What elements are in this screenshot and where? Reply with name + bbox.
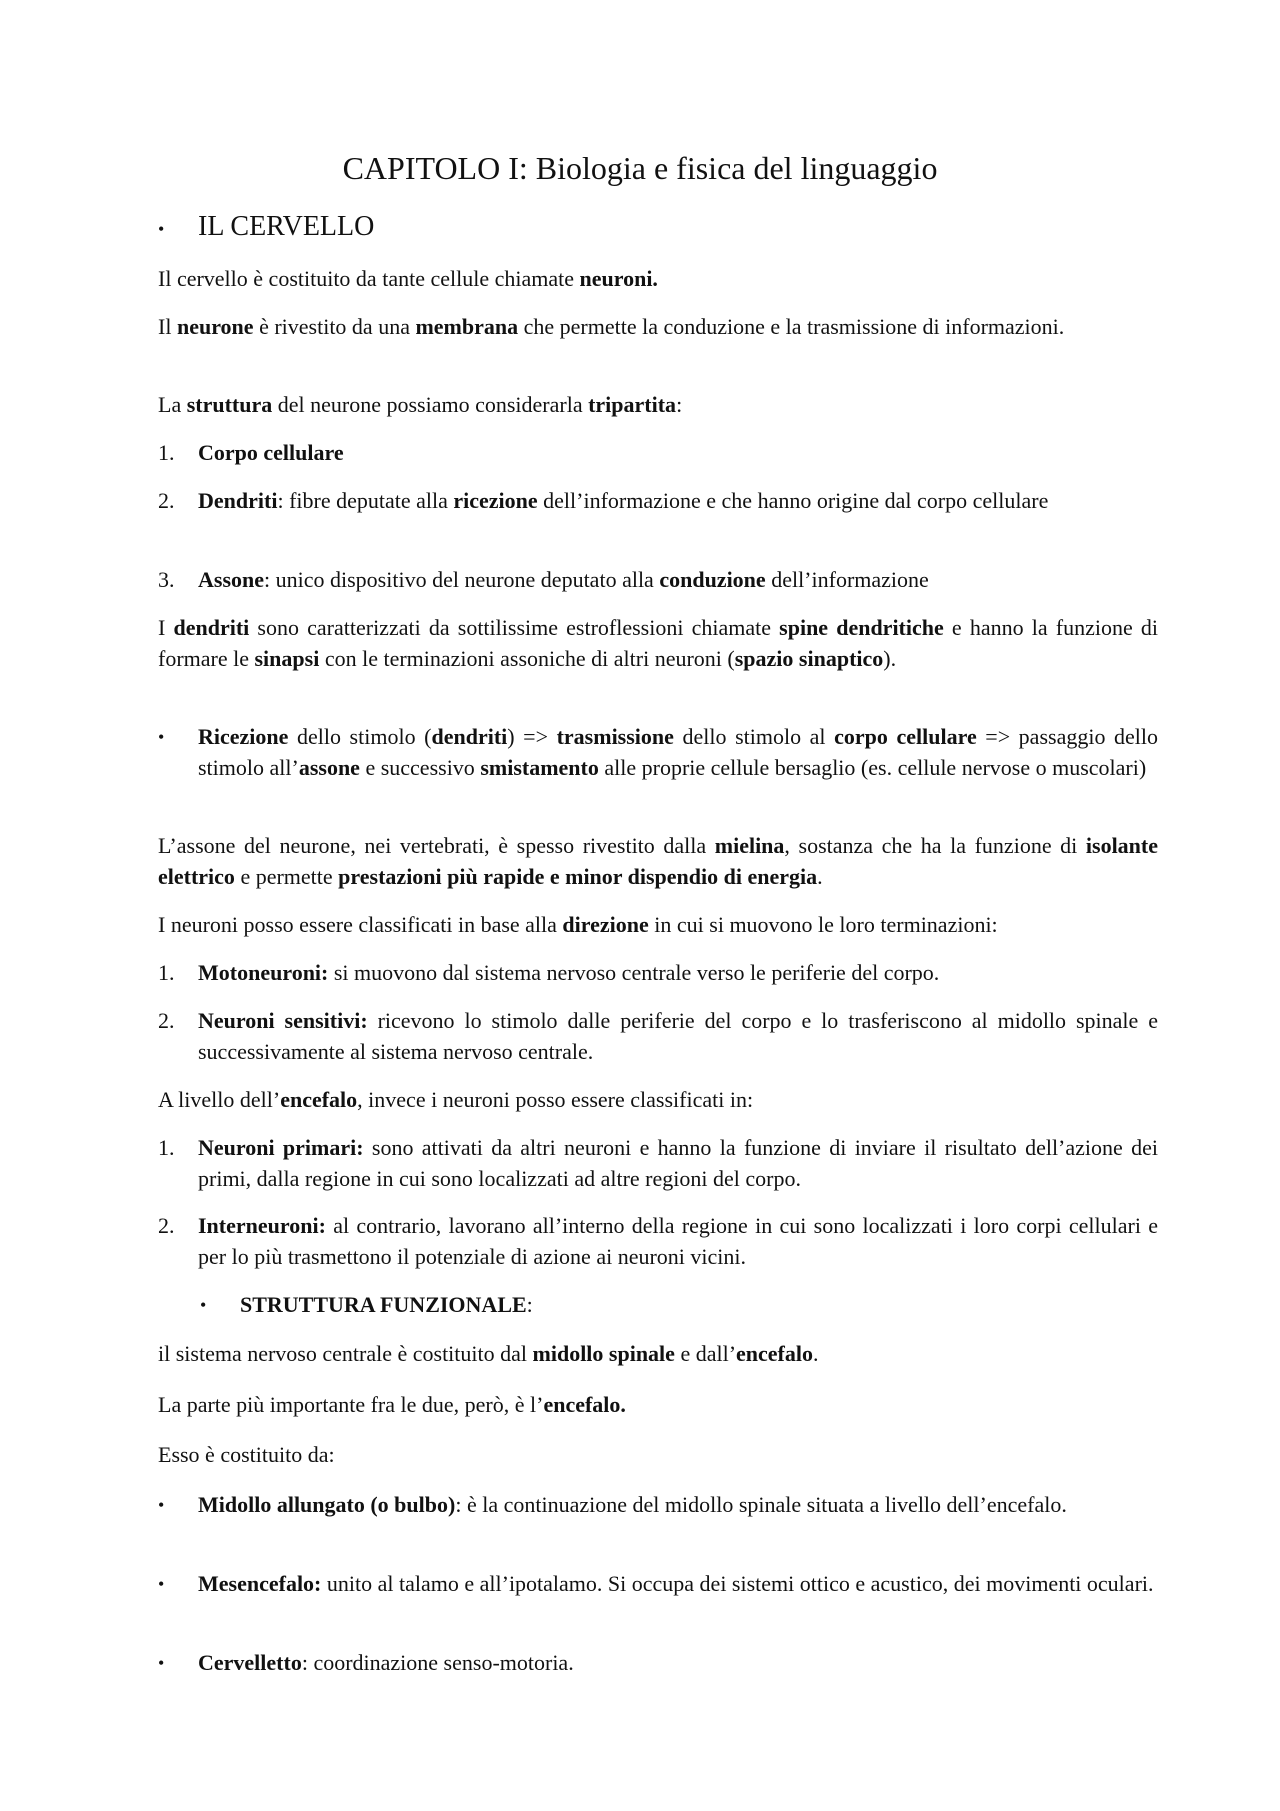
bullet-icon: • — [158, 1574, 165, 1594]
list-item: Mesencefalo: unito al talamo e all’ipotalamo. Si occupa dei sistemi ottico e acustico, dei movimenti oculari. — [198, 1571, 1154, 1596]
list-item: Cervelletto: coordinazione senso-motoria. — [198, 1650, 574, 1675]
list-number: 2. — [158, 1008, 175, 1033]
paragraph-esso: Esso è costituito da: — [158, 1442, 335, 1467]
page-title: CAPITOLO I: Biologia e fisica del linguaggio — [342, 150, 938, 186]
list-item: Neuroni sensitivi: ricevono lo stimolo dalle periferie del corpo e lo trasferiscono al midollo spinale e successivamente al sistema nervoso centrale. — [198, 1008, 1158, 1064]
list-number: 3. — [158, 567, 175, 592]
paragraph-direzione: I neuroni posso essere classificati in base alla direzione in cui si muovono le loro terminazioni: — [158, 912, 998, 937]
bullet-icon: • — [158, 219, 165, 239]
list-item: Assone: unico dispositivo del neurone deputato alla conduzione dell’informazione — [198, 567, 929, 592]
list-number: 1. — [158, 1135, 175, 1160]
paragraph-struttura: La struttura del neurone possiamo considerarla tripartita: — [158, 392, 683, 417]
list-item: Dendriti: fibre deputate alla ricezione dell’informazione e che hanno origine dal corpo cellulare — [198, 488, 1049, 513]
paragraph-parte-importante: La parte più importante fra le due, però, è l’encefalo. — [158, 1392, 626, 1417]
list-item: Midollo allungato (o bulbo): è la continuazione del midollo spinale situata a livello dell’encefalo. — [198, 1492, 1067, 1517]
paragraph-dendriti: I dendriti sono caratterizzati da sottilissime estroflessioni chiamate spine dendritiche e hanno la funzione di formare le sinapsi con le terminazioni assoniche di altri neuroni (spazio sinaptico). — [158, 615, 1158, 671]
list-number: 1. — [158, 440, 175, 465]
paragraph-snc: il sistema nervoso centrale è costituito dal midollo spinale e dall’encefalo. — [158, 1341, 819, 1366]
list-item: Motoneuroni: si muovono dal sistema nervoso centrale verso le periferie del corpo. — [198, 960, 940, 985]
list-number: 2. — [158, 488, 175, 513]
section-heading: STRUTTURA FUNZIONALE: — [240, 1292, 533, 1317]
bullet-icon: • — [158, 727, 165, 747]
paragraph-mielina: L’assone del neurone, nei vertebrati, è spesso rivestito dalla mielina, sostanza che ha la funzione di isolante elettrico e permette prestazioni più rapide e minor dispendio di energia. — [158, 833, 1159, 889]
bullet-icon: • — [158, 1653, 165, 1673]
list-item: Corpo cellulare — [198, 440, 344, 465]
list-item: Neuroni primari: sono attivati da altri neuroni e hanno la funzione di inviare il risultato dell’azione dei primi, dalla regione in cui sono localizzati ad altre regioni del corpo. — [198, 1135, 1158, 1191]
paragraph-membrana: Il neurone è rivestito da una membrana che permette la conduzione e la trasmissione di informazioni. — [158, 314, 1065, 339]
list-item: Ricezione dello stimolo (dendriti) => trasmissione dello stimolo al corpo cellulare => passaggio dello stimolo all’assone e successivo smistamento alle proprie cellule bersaglio (es. cellule nervose o muscolari) — [198, 724, 1159, 780]
paragraph-neuroni: Il cervello è costituito da tante cellule chiamate neuroni. — [158, 266, 658, 291]
list-item: Interneuroni: al contrario, lavorano all’interno della regione in cui sono localizzati i loro corpi cellulari e per lo più trasmettono il potenziale di azione ai neuroni vicini. — [198, 1213, 1158, 1269]
list-number: 1. — [158, 960, 175, 985]
list-number: 2. — [158, 1213, 175, 1238]
section-heading: IL CERVELLO — [198, 211, 375, 242]
bullet-icon: • — [158, 1495, 165, 1515]
paragraph-encefalo-classificazione: A livello dell’encefalo, invece i neuroni posso essere classificati in: — [158, 1087, 754, 1112]
bullet-icon: • — [200, 1295, 207, 1315]
